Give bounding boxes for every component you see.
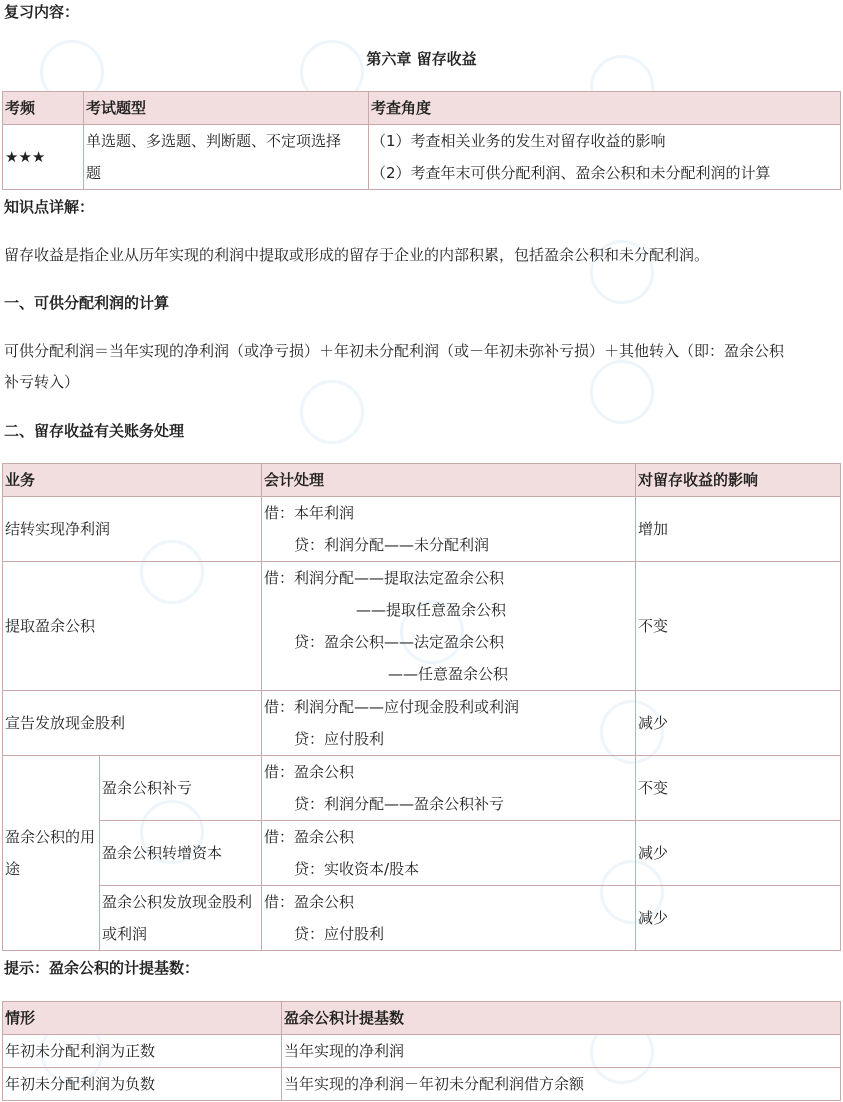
hint-title: 提示：盈余公积的计提基数： bbox=[4, 959, 200, 977]
business-transfer-net-profit: 结转实现净利润 bbox=[3, 497, 262, 562]
case-negative: 年初未分配利润为负数 bbox=[3, 1068, 282, 1101]
formula-line-1: 可供分配利润＝当年实现的净利润（或净亏损）＋年初未分配利润（或－年初未弥补亏损）＋其他转入（即：盈余公积 bbox=[4, 342, 785, 360]
frequency-stars: ★★★ bbox=[3, 125, 84, 190]
exam-angles: （1）考查相关业务的发生对留存收益的影响 （2）考查年末可供分配利润、盈余公积和未分配利润的计算 bbox=[369, 125, 841, 190]
question-types: 单选题、多选题、判断题、不定项选择 题 bbox=[84, 125, 369, 190]
entry-transfer-net-profit: 借：本年利润 贷：利润分配——未分配利润 bbox=[262, 497, 636, 562]
watermark-logo bbox=[300, 380, 364, 444]
definition-paragraph: 留存收益是指企业从历年实现的利润中提取或形成的留存于企业的内部积累，包括盈余公积和未分配利润。 bbox=[4, 246, 710, 264]
watermark-logo bbox=[590, 360, 654, 424]
effect-increase: 增加 bbox=[636, 497, 841, 562]
effect-decrease: 减少 bbox=[636, 821, 841, 886]
business-declare-dividend: 宣告发放现金股利 bbox=[3, 691, 262, 756]
entry-surplus-cover-loss: 借：盈余公积 贷：利润分配——盈余公积补亏 bbox=[262, 756, 636, 821]
review-title: 复习内容： bbox=[4, 3, 80, 21]
case-positive: 年初未分配利润为正数 bbox=[3, 1035, 282, 1068]
header-question-type: 考试题型 bbox=[84, 92, 369, 125]
business-appropriate-surplus: 提取盈余公积 bbox=[3, 562, 262, 691]
entry-surplus-dividend: 借：盈余公积 贷：应付股利 bbox=[262, 886, 636, 951]
entry-appropriate-surplus: 借：利润分配——提取法定盈余公积 ——提取任意盈余公积 贷：盈余公积——法定盈余公积 ——任意盈余公积 bbox=[262, 562, 636, 691]
knowledge-title: 知识点详解： bbox=[4, 198, 95, 216]
section1-title: 一、可供分配利润的计算 bbox=[4, 294, 170, 312]
effect-decrease: 减少 bbox=[636, 886, 841, 951]
header-case: 情形 bbox=[3, 1002, 282, 1035]
effect-decrease: 减少 bbox=[636, 691, 841, 756]
header-basis: 盈余公积计提基数 bbox=[282, 1002, 841, 1035]
section2-title: 二、留存收益有关账务处理 bbox=[4, 422, 185, 440]
header-business: 业务 bbox=[3, 464, 262, 497]
header-accounting: 会计处理 bbox=[262, 464, 636, 497]
sub-surplus-cover-loss: 盈余公积补亏 bbox=[100, 756, 262, 821]
chapter-title: 第六章 留存收益 bbox=[366, 50, 477, 68]
basis-positive: 当年实现的净利润 bbox=[282, 1035, 841, 1068]
entry-declare-dividend: 借：利润分配——应付现金股利或利润 贷：应付股利 bbox=[262, 691, 636, 756]
effect-unchanged: 不变 bbox=[636, 562, 841, 691]
header-angle: 考查角度 bbox=[369, 92, 841, 125]
entry-surplus-to-capital: 借：盈余公积 贷：实收资本/股本 bbox=[262, 821, 636, 886]
header-frequency: 考频 bbox=[3, 92, 84, 125]
basis-negative: 当年实现的净利润－年初未分配利润借方余额 bbox=[282, 1068, 841, 1101]
basis-table bbox=[2, 1001, 841, 1101]
effect-unchanged: 不变 bbox=[636, 756, 841, 821]
sub-surplus-to-capital: 盈余公积转增资本 bbox=[100, 821, 262, 886]
header-effect: 对留存收益的影响 bbox=[636, 464, 841, 497]
sub-surplus-dividend: 盈余公积发放现金股利 或利润 bbox=[100, 886, 262, 951]
accounting-table bbox=[2, 463, 841, 951]
surplus-usage-group: 盈余公积的用 途 bbox=[3, 756, 100, 951]
formula-line-2: 补亏转入） bbox=[4, 373, 80, 391]
summary-table bbox=[2, 91, 841, 190]
